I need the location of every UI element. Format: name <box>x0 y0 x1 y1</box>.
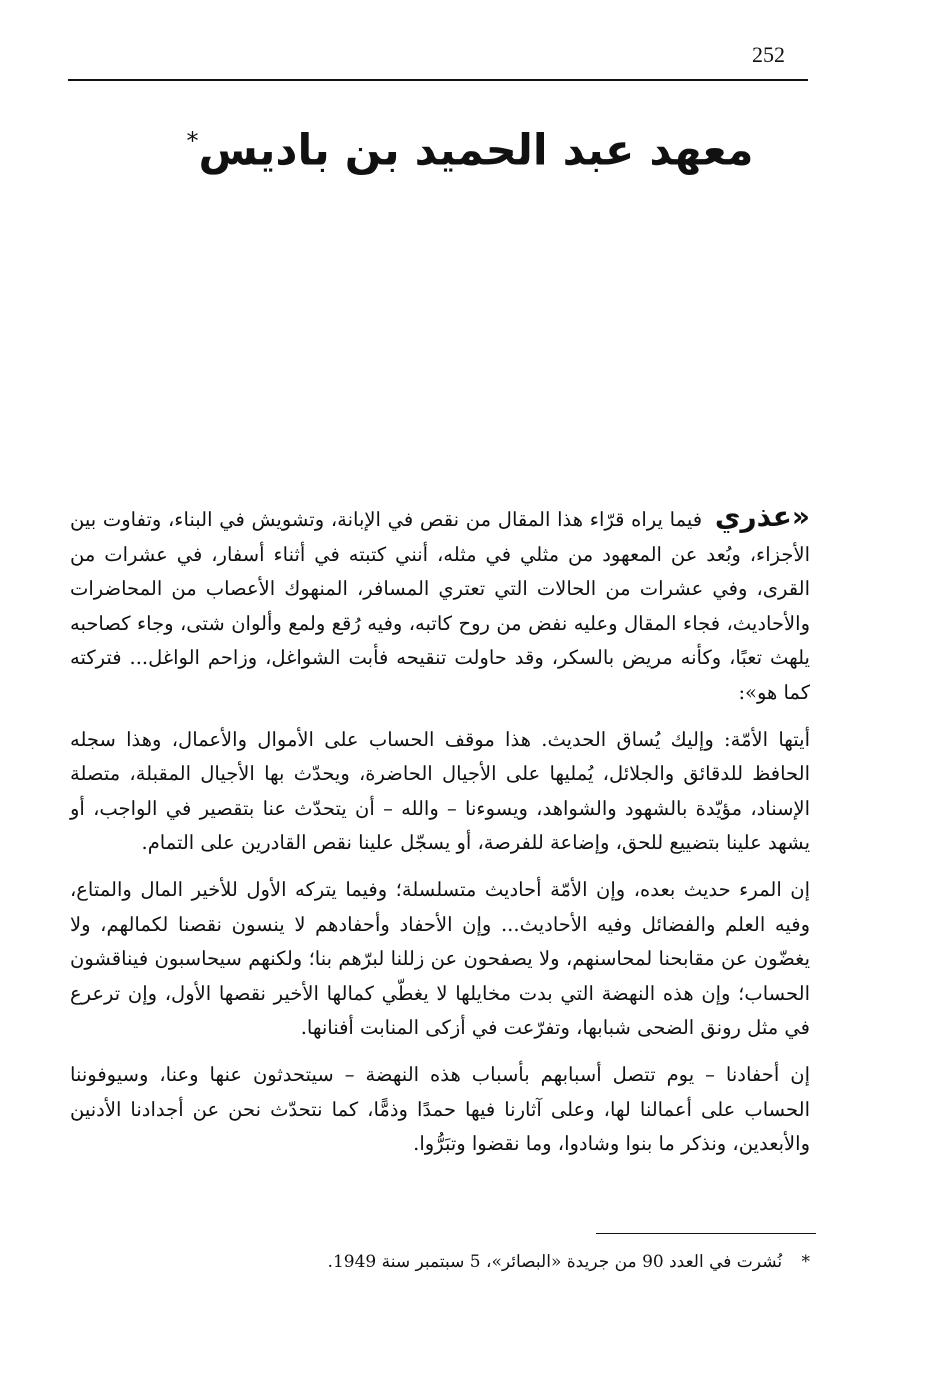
paragraph-1-text: فيما يراه قرّاء هذا المقال من نقص في الإبانة، وتشويش في البناء، وتفاوت بين الأجزاء، وبُعد عن المعهود من مثلي في مثله، أنني كتبته في أثناء أسفار، في عشرات من القرى، وفي عشرات من الحالات التي تعتري المسافر، المنهوك الأعصاب من المحاضرات والأحاديث، فجاء المقال وعليه نفض من روح كاتبه، وفيه رُقع ولمع وألوان شتى، وجاء كصاحبه يلهث تعبًا، وكأنه مريض بالسكر، وقد حاولت تنقيحه فأبت الشواغل، وزاحم الواغل... فتركته كما هو»: <box>70 508 811 704</box>
title-footnote-marker: * <box>186 127 199 155</box>
article-title <box>120 112 820 179</box>
page-number: 252 <box>752 42 785 67</box>
paragraph-1 <box>70 500 810 711</box>
footnote-marker: * <box>801 1252 810 1272</box>
paragraph-2: أيتها الأمّة: وإليك يُساق الحديث. هذا موقف الحساب على الأموال والأعمال، وهذا سجله الحافظ للدقائق والجلائل، يُمليها على الأجيال الحاضرة، ويحدّث بها الأجيال المقبلة، متصلة الإسناد، مؤيّدة بالشهود والشواهد، ويسوءنا – والله – أن يتحدّث عنا بتقصير في الواجب، أو يشهد علينا بتضييع للحق، وإضاعة للفرصة، أو يسجّل علينا نقص القادرين على التمام. <box>70 727 810 855</box>
footnote-rule <box>596 1233 816 1234</box>
paragraph-4: إن أحفادنا – يوم تتصل أسبابهم بأسباب هذه النهضة – سيتحدثون عنها وعنا، وسيوفوننا الحساب على أعمالنا لها، وعلى آثارنا فيها حمدًا وذمًّا، كما نتحدّث نحن عن أجدادنا الأدنين والأبعدين، ونذكر ما بنوا وشادوا، وما نقضوا وتبَرُّوا. <box>70 1062 810 1156</box>
header-rule <box>68 79 808 81</box>
paragraph-3: إن المرء حديث بعده، وإن الأمّة أحاديث متسلسلة؛ وفيما يتركه الأول للأخير المال والمتاع، وفيه العلم والفضائل وفيه الأحاديث... وإن الأحفاد وأحفادهم لا ينسون نقصنا لكمالهم، ولا يغضّون عن مقابحنا لمحاسنهم، ولا يصفحون عن زللنا لبرّهم بنا؛ ولكنهم سيحاسبون فيناقشون الحساب؛ وإن هذه النهضة التي بدت مخايلها لا يغطّي كمالها الأخير نقصها الأول، وإن ترعرع في مثل رونق الضحى شبابها، وتفرّعت في أزكى المنابت أفنانها. <box>70 877 810 1040</box>
title-text: معهد عبد الحميد بن باديس <box>198 125 754 176</box>
lead-word: «عذري <box>714 500 810 533</box>
footnote <box>70 1248 810 1276</box>
article-body <box>70 500 810 1174</box>
footnote-text: نُشرت في العدد 90 من جريدة «البصائر»، 5 سبتمبر سنة 1949. <box>327 1252 783 1272</box>
